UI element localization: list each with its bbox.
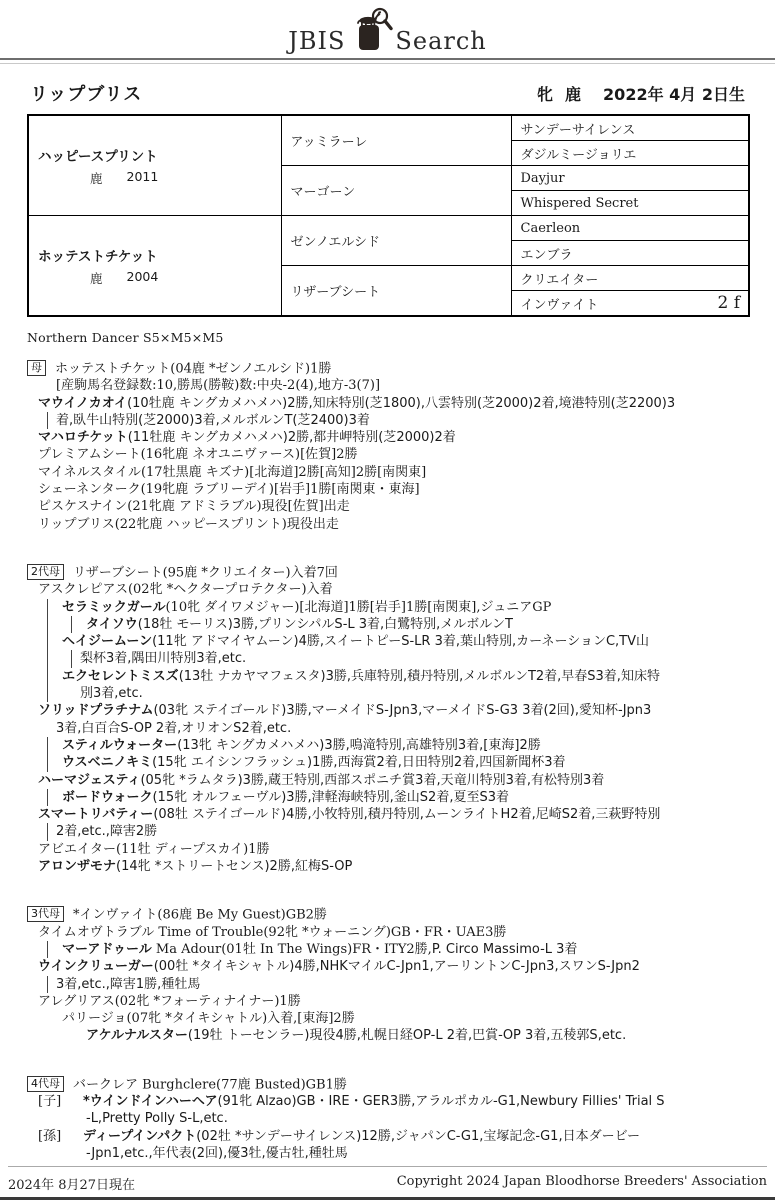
pedigree-line	[27, 498, 775, 515]
generation-label: 2代母	[27, 564, 64, 580]
horse-sex: 牝	[537, 85, 554, 104]
line-text: マイネルスタイル(17牡黒鹿 キズナ)[北海道]2勝[高知]2勝[南関東]	[38, 464, 427, 480]
horse-name-bold: マウイノカオイ	[38, 395, 128, 411]
line-text: (00牡 *タイキシャトル)4勝,NHKマイルC-Jpn1,アーリントンC-Jpn3,スワンS-Jpn2	[153, 959, 640, 975]
line-text: (19牡 トーセンラー)現役4勝,札幌日経OP-L 2着,巴賞-OP 3着,五稜郭S,etc.	[187, 1028, 627, 1044]
line-text: -L,Pretty Polly S-L,etc.	[86, 1111, 228, 1127]
logo-text-search: Search	[395, 27, 487, 55]
pedigree-line	[27, 412, 775, 429]
line-text: (03牝 ステイゴールド)3勝,マーメイドS-Jpn3,マーメイドS-G3 3着(2回),愛知杯-Jpn3	[153, 703, 652, 719]
tree-bar	[47, 599, 48, 616]
pedigree-line	[27, 599, 775, 616]
pedigree-line	[27, 650, 775, 667]
horse-name-bold: *ウインドインハーヘア	[83, 1093, 218, 1109]
tree-bar	[47, 685, 48, 702]
pedigree-line	[27, 702, 775, 719]
as-of-date: 2024年 8月27日現在	[8, 1178, 136, 1193]
line-text: ホッテストチケット(04鹿 *ゼンノエルシド)1勝	[55, 361, 332, 377]
grandparent-name: インヴァイト	[520, 297, 599, 313]
pedigree-line	[27, 633, 775, 650]
pedigree-line	[27, 1076, 775, 1093]
line-text: (15牝 オルフェーヴル)3勝,津軽海峡特別,釜山S2着,夏至S3着	[152, 789, 509, 805]
pedigree-line	[27, 993, 775, 1010]
horse-name-bold: ソリッドプラチナム	[38, 703, 154, 719]
line-text: パリージョ(07牝 *タイキシャトル)入着,[東海]2勝	[62, 1011, 355, 1027]
grandparent-cell: クリエイター	[511, 266, 749, 291]
line-text: (10牝 ダイワメジャー)[北海道]1勝[岩手]1勝[南関東],ジュニアGP	[165, 599, 552, 615]
line-text: アレグリアス(02牝 *フォーティナイナー)1勝	[38, 993, 301, 1009]
pedigree-line	[27, 1010, 775, 1027]
pedigree-line	[27, 1145, 775, 1162]
line-text: アスクレピアス(02牝 *ヘクタープロテクター)入着	[38, 582, 333, 598]
tree-bar	[47, 823, 48, 840]
dam-name: ホッテストチケット	[38, 248, 158, 265]
tree-bar	[47, 737, 48, 754]
tree-bar	[71, 616, 72, 633]
horse-name-bold: エクセレントミスズ	[62, 668, 179, 684]
sire-dam-cell: マーゴーン	[281, 166, 511, 216]
line-text: (15牝 エイシンフラッシュ)1勝,西海賞2着,日田特別2着,四国新聞杯3着	[152, 755, 566, 771]
sections	[27, 360, 775, 1162]
tree-bar	[47, 789, 48, 806]
pedigree-line	[27, 377, 775, 394]
pedigree-section	[27, 1076, 775, 1162]
horse-name-bold: ハーマジェスティ	[38, 772, 141, 788]
pedigree-line	[27, 429, 775, 446]
generation-label: 4代母	[27, 1076, 64, 1092]
horse-coat: 鹿	[565, 85, 582, 104]
horse-name-bold: アロンザモナ	[38, 859, 117, 875]
pedigree-line	[27, 976, 775, 993]
pedigree-section	[27, 360, 775, 533]
pedigree-line	[27, 1110, 775, 1127]
horse-name-bold: マハロチケット	[38, 430, 128, 446]
line-text: シェーネンターク(19牝鹿 ラブリーデイ)[岩手]1勝[南関東・東海]	[38, 482, 420, 498]
pedigree-line	[27, 958, 775, 975]
pedigree-line	[27, 464, 775, 481]
horse-magnifier-icon	[344, 7, 396, 53]
pedigree-section	[27, 564, 775, 875]
horse-name-bold: タイソウ	[86, 616, 138, 632]
pedigree-section	[27, 906, 775, 1044]
pedigree-line	[27, 1027, 775, 1044]
tree-bar	[47, 633, 48, 650]
relation-tag: [子]	[38, 1093, 62, 1109]
horse-birth-info	[537, 82, 745, 105]
dam-coat-year	[38, 269, 281, 287]
tree-bar	[47, 412, 48, 429]
page-footer	[8, 1166, 767, 1193]
horse-name-bold: マーアドゥール	[62, 941, 152, 957]
pedigree-line	[27, 737, 775, 754]
inbreeding-note: Northern Dancer S5×M5×M5	[27, 330, 224, 345]
line-text: 3着,etc.,障害1勝,種牡馬	[56, 976, 201, 992]
pedigree-line	[27, 564, 775, 581]
pedigree-line	[27, 395, 775, 412]
horse-name-bold: ヘイジームーン	[62, 634, 153, 650]
line-text: (11牝 アドマイヤムーン)4勝,スイートピーS-LR 3着,葉山特別,カーネーションC,TV山	[152, 634, 649, 650]
generation-label: 3代母	[27, 906, 64, 922]
pedigree-line	[27, 481, 775, 498]
horse-name-bold: スマートリバティー	[38, 807, 154, 823]
sire-name: ハッピースプリント	[38, 148, 158, 165]
header-divider	[0, 58, 775, 64]
line-text: ピスケスナイン(21牝鹿 アドミラブル)現役[佐賀]出走	[38, 499, 350, 515]
sire-year: 2011	[126, 168, 159, 184]
dam-year: 2004	[126, 268, 159, 284]
pedigree-line	[27, 1093, 775, 1110]
line-text: 梨杯3着,隅田川特別3着,etc.	[80, 651, 247, 667]
pedigree-line	[27, 772, 775, 789]
tree-bar	[71, 650, 72, 667]
line-text: タイムオヴトラブル Time of Trouble(92牝 *ウォーニング)GB・FR・UAE3勝	[38, 924, 507, 940]
pedigree-line	[27, 941, 775, 958]
dam-sire-cell: ゼンノエルシド	[281, 216, 511, 266]
dam-cell	[28, 216, 281, 317]
tree-bar	[47, 754, 48, 771]
line-text: (10牡鹿 キングカメハメハ)2勝,知床特別(芝1800),八雲特別(芝2000)2着,境港特別(芝2200)3	[127, 395, 676, 411]
horse-name-bold: スティルウォーター	[62, 737, 178, 753]
sire-cell	[28, 115, 281, 216]
horse-name-bold: ウインクリューガー	[38, 959, 154, 975]
grandparent-cell: Dayjur	[511, 166, 749, 191]
sire-coat-year	[38, 169, 281, 187]
line-text: 着,臥牛山特別(芝2000)3着,メルボルンT(芝2400)3着	[56, 412, 370, 428]
horse-name-bold: ボードウォーク	[62, 789, 153, 805]
page-header	[0, 0, 775, 64]
generation-label: 母	[27, 360, 46, 376]
horse-name-bold: アケルナルスター	[86, 1028, 188, 1044]
tree-bar	[47, 616, 48, 633]
pedigree-line	[27, 581, 775, 598]
relation-tag: [孫]	[38, 1128, 62, 1144]
copyright-text: Copyright 2024 Japan Bloodhorse Breeders' Association	[396, 1174, 767, 1189]
pedigree-line	[27, 858, 775, 875]
pedigree-line	[27, 360, 775, 377]
pedigree-line	[27, 789, 775, 806]
grandparent-cell	[511, 291, 749, 317]
line-text: (14牝 *ストリートセンス)2勝,紅梅S-OP	[116, 859, 353, 875]
line-text: (13牝 キングカメハメハ)3勝,鳴滝特別,高雄特別3着,[東海]2勝	[177, 737, 541, 753]
pedigree-line	[27, 1128, 775, 1145]
line-text: P. Circo Massimo-L 3着	[431, 941, 578, 957]
tree-bar	[47, 668, 48, 685]
line-text: (11牡鹿 キングカメハメハ)2勝,都井岬特別(芝2000)2着	[127, 430, 456, 446]
grandparent-cell: Caerleon	[511, 216, 749, 241]
pedigree-line	[27, 906, 775, 923]
sire-sire-cell: アッミラーレ	[281, 115, 511, 166]
grandparent-cell: ダジルミージョリエ	[511, 141, 749, 166]
horse-name-bold: ディープインパクト	[83, 1128, 197, 1144]
line-text: アビエイター(11牡 ディープスカイ)1勝	[38, 841, 270, 857]
line-text: *インヴァイト(86鹿 Be My Guest)GB2勝	[73, 907, 327, 923]
line-text: プレミアムシート(16牝鹿 ネオユニヴァース)[佐賀]2勝	[38, 447, 358, 463]
line-text: [産駒馬名登録数:10,勝馬(勝鞍)数:中央-2(4),地方-3(7)]	[56, 378, 381, 394]
pedigree-line	[27, 841, 775, 858]
pedigree-line	[27, 720, 775, 737]
pedigree-table	[27, 114, 750, 317]
pedigree-line	[27, 685, 775, 702]
line-text: バークレア Burghclere(77鹿 Busted)GB1勝	[73, 1077, 347, 1093]
dam-coat: 鹿	[90, 270, 103, 286]
family-number: 2 f	[717, 293, 740, 313]
line-text: 3着,白百合S-OP 2着,オリオンS2着,etc.	[56, 720, 292, 736]
horse-name-bold: ウスベニノキミ	[62, 755, 153, 771]
pedigree-line	[27, 668, 775, 685]
line-text: (05牝 *ラムタラ)3勝,蔵王特別,西部スポニチ賞3着,天竜川特別3着,有松特別3着	[140, 772, 605, 788]
line-text: -Jpn1,etc.,年代表(2回),優3牡,優古牡,種牡馬	[86, 1145, 348, 1161]
jbis-logo	[288, 7, 487, 53]
line-text: 別3着,etc.	[80, 686, 143, 702]
grandparent-cell: サンデーサイレンス	[511, 115, 749, 141]
line-text: (18牡 モーリス)3勝,プリンシパルS-L 3着,白鷺特別,メルボルンT	[137, 616, 513, 632]
line-text: リップブリス(22牝鹿 ハッピースプリント)現役出走	[38, 516, 339, 532]
tree-bar	[47, 976, 48, 993]
horse-name-bold: セラミックガール	[62, 599, 166, 615]
pedigree-line	[27, 616, 775, 633]
line-text: リザーブシート(95鹿 *クリエイター)入着7回	[73, 565, 338, 581]
pedigree-line	[27, 754, 775, 771]
line-text: 2着,etc.,障害2勝	[56, 824, 158, 840]
sire-coat: 鹿	[90, 170, 103, 186]
pedigree-line	[27, 446, 775, 463]
horse-birthdate: 2022年 4月 2日生	[603, 85, 745, 104]
line-text: (13牡 ナカヤマフェスタ)3勝,兵庫特別,積丹特別,メルボルンT2着,早春S3着,知床特	[178, 668, 660, 684]
pedigree-line	[27, 516, 775, 533]
horse-name: リップブリス	[30, 84, 143, 105]
line-text: (08牡 ステイゴールド)4勝,小牧特別,積丹特別,ムーンライトH2着,尼崎S2着,三萩野特別	[153, 807, 661, 823]
grandparent-cell: Whispered Secret	[511, 191, 749, 216]
tree-bar	[47, 650, 48, 667]
title-row	[30, 80, 745, 106]
line-text: (02牡 *サンデーサイレンス)12勝,ジャパンC-G1,宝塚記念-G1,日本ダービー	[196, 1128, 641, 1144]
line-text: (91牝 Alzao)GB・IRE・GER3勝,アラルポカル-G1,Newbury Fillies' Trial S	[217, 1093, 665, 1109]
logo-text-jbis: JBIS	[288, 27, 346, 55]
dam-dam-cell: リザーブシート	[281, 266, 511, 317]
tree-bar	[47, 941, 48, 958]
line-text: Ma Adour(01牡 In The Wings)FR・ITY2勝,	[151, 941, 432, 957]
pedigree-line	[27, 806, 775, 823]
pedigree-line	[27, 823, 775, 840]
grandparent-cell: エンブラ	[511, 241, 749, 266]
pedigree-line	[27, 924, 775, 941]
